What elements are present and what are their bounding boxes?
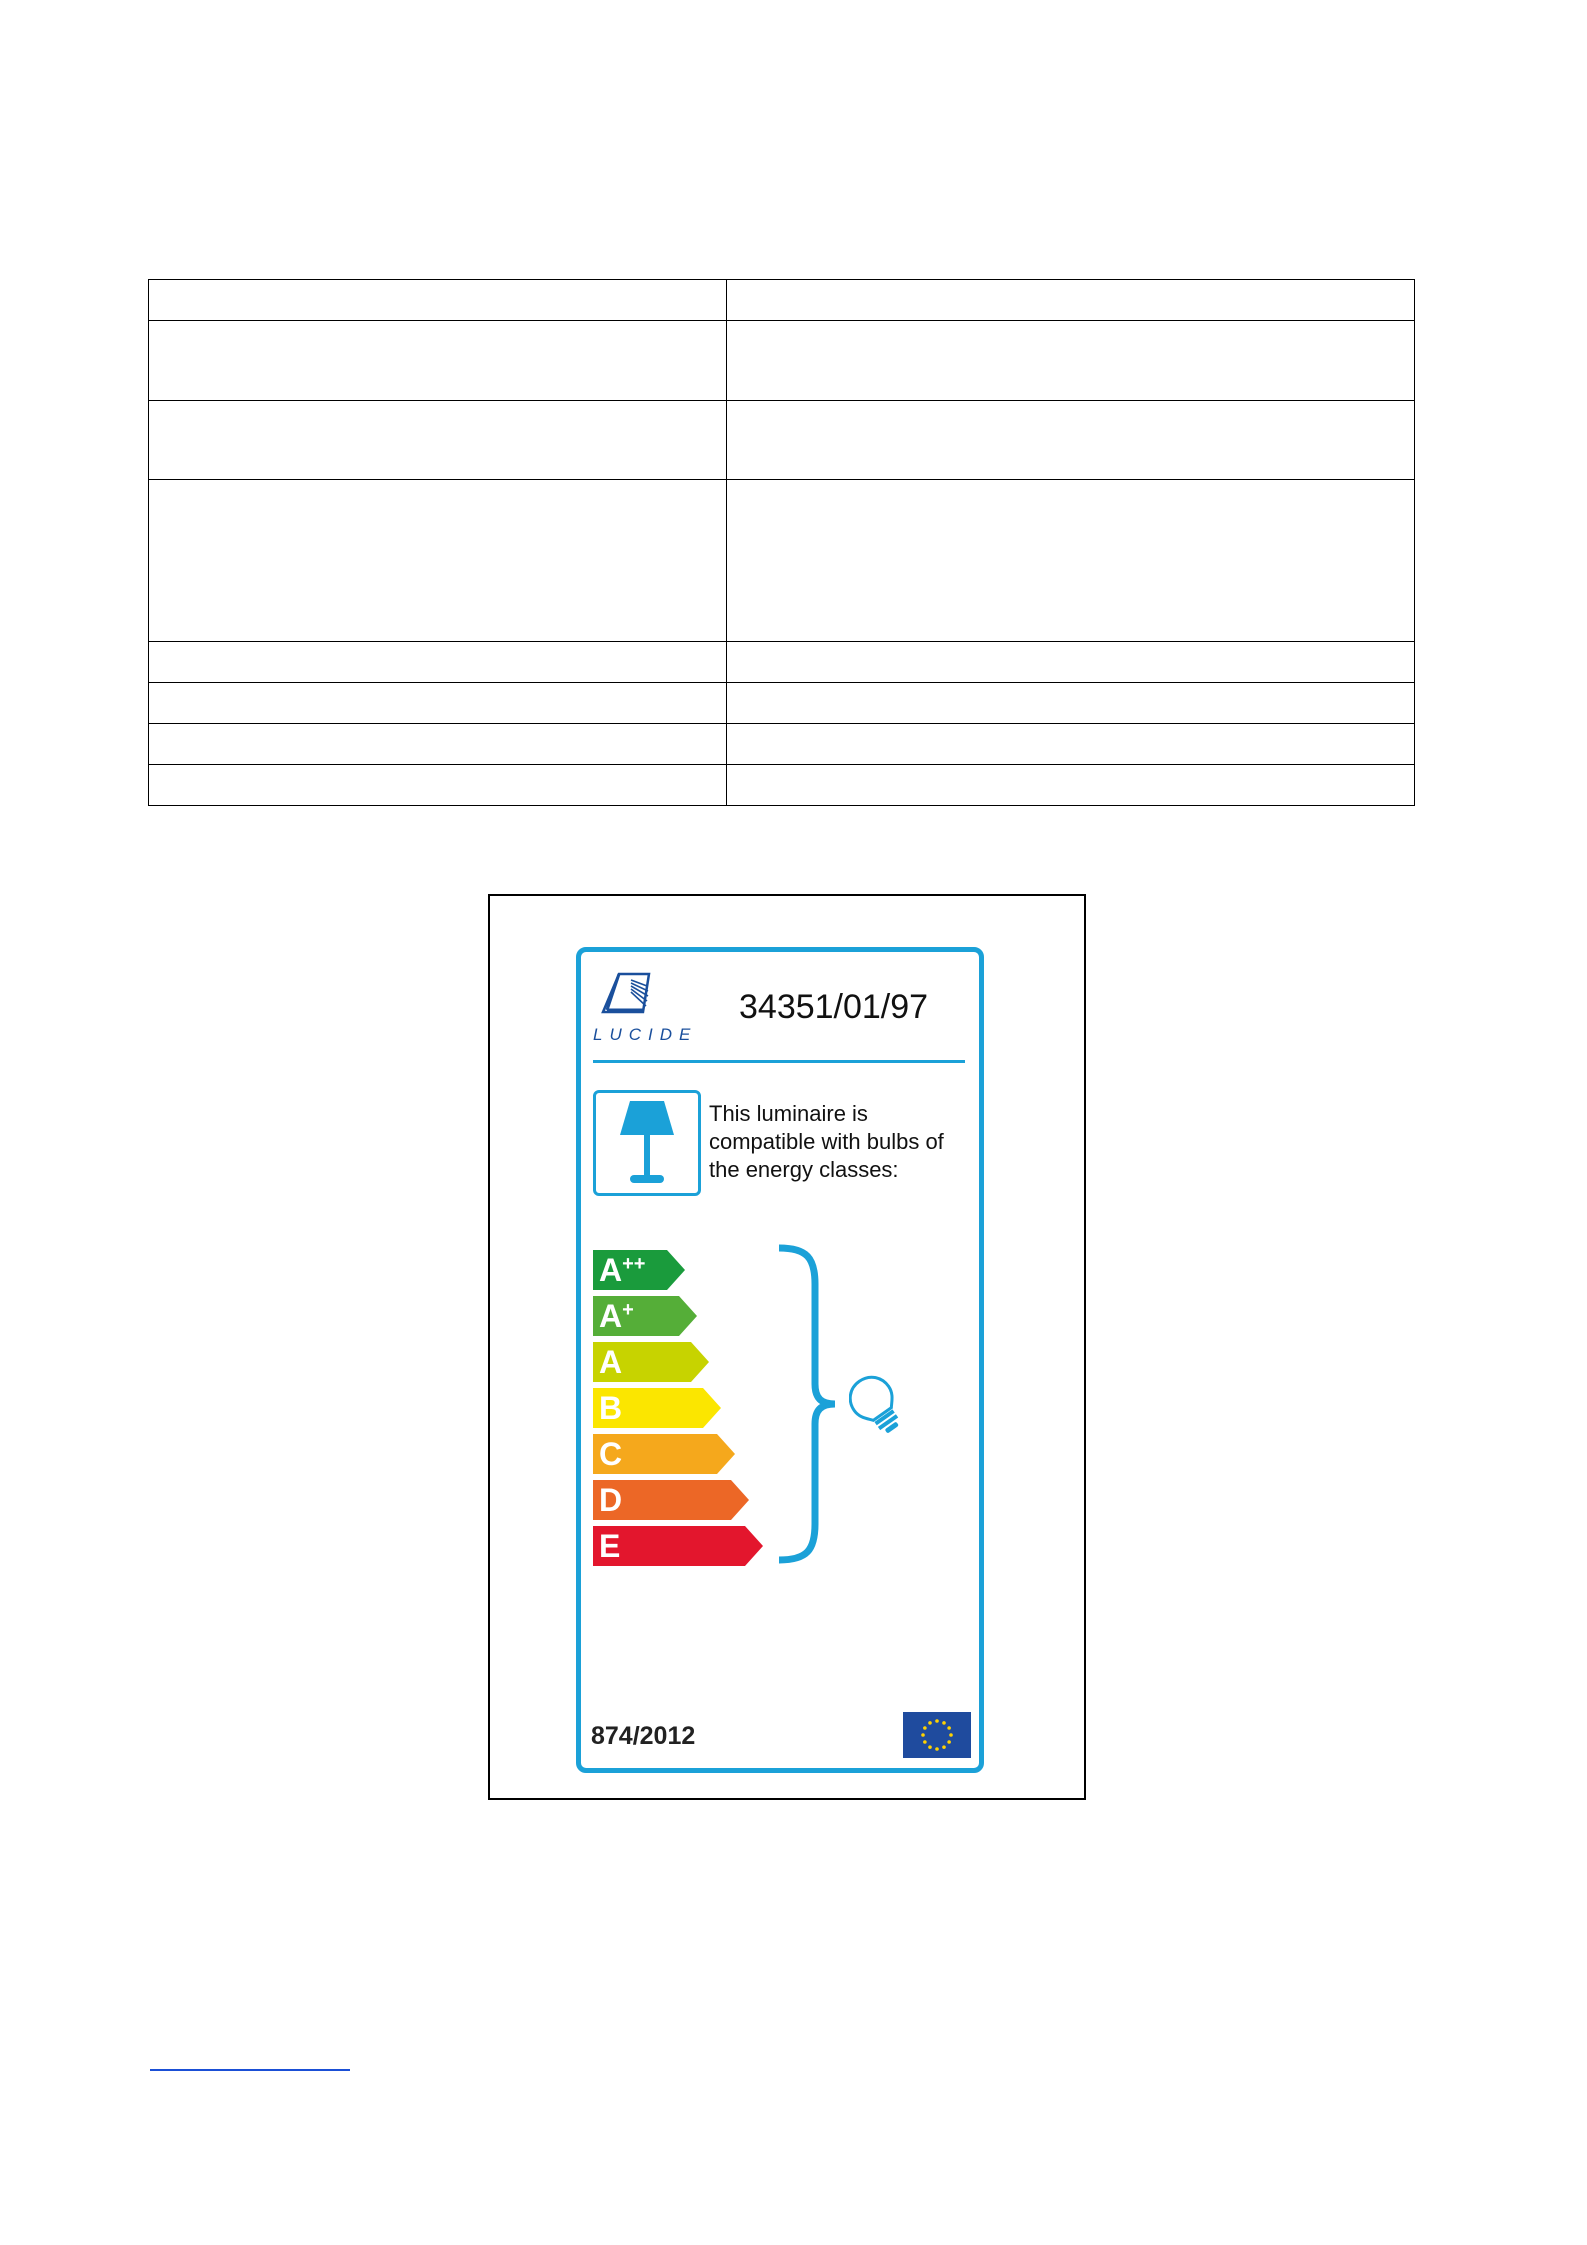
energy-class-label: D xyxy=(599,1482,623,1518)
table-lamp-icon xyxy=(596,1093,698,1193)
table-row xyxy=(149,401,1415,480)
table-row xyxy=(149,321,1415,401)
brand-wordmark: LUCIDE xyxy=(593,1025,698,1044)
eu-star xyxy=(947,1740,951,1744)
energy-label-card xyxy=(576,947,984,1773)
energy-class-label: A+ xyxy=(599,1298,634,1334)
energy-class-label: A++ xyxy=(599,1252,646,1288)
table-cell xyxy=(727,724,1415,765)
energy-class-label: C xyxy=(599,1436,623,1472)
table-cell xyxy=(727,683,1415,724)
table-row xyxy=(149,480,1415,642)
table-cell xyxy=(727,480,1415,642)
eu-star xyxy=(923,1740,927,1744)
eu-star xyxy=(923,1726,927,1730)
lamp-icon-box xyxy=(593,1090,701,1196)
eu-star xyxy=(935,1719,939,1723)
table-cell xyxy=(149,765,727,806)
eu-star xyxy=(942,1745,946,1749)
energy-class-label: B xyxy=(599,1390,623,1426)
eu-star xyxy=(928,1721,932,1725)
footnote-separator xyxy=(150,2069,350,2071)
eu-star xyxy=(935,1747,939,1751)
light-bulb-icon xyxy=(849,1372,903,1438)
table-cell xyxy=(727,401,1415,480)
curly-brace xyxy=(777,1244,837,1564)
eu-star xyxy=(949,1733,953,1737)
table-row xyxy=(149,724,1415,765)
energy-class-e xyxy=(593,1526,763,1566)
eu-flag-icon xyxy=(903,1712,971,1758)
energy-class-d xyxy=(593,1480,749,1520)
table-cell xyxy=(727,642,1415,683)
table-cell xyxy=(149,480,727,642)
table-cell xyxy=(149,642,727,683)
table-cell xyxy=(149,401,727,480)
table-cell xyxy=(727,765,1415,806)
table-cell xyxy=(727,321,1415,401)
energy-class-aplusplus xyxy=(593,1250,685,1290)
compatibility-text: This luminaire is compatible with bulbs of the energy classes: xyxy=(709,1101,944,1182)
energy-class-a xyxy=(593,1342,709,1382)
energy-class-aplus xyxy=(593,1296,697,1336)
eu-star xyxy=(921,1733,925,1737)
table-row xyxy=(149,683,1415,724)
table-row xyxy=(149,765,1415,806)
table-cell xyxy=(149,724,727,765)
regulation-number: 874/2012 xyxy=(591,1722,696,1750)
energy-class-b xyxy=(593,1388,721,1428)
table-cell xyxy=(149,321,727,401)
table-cell xyxy=(149,280,727,321)
eu-star xyxy=(928,1745,932,1749)
eu-star xyxy=(947,1726,951,1730)
table-cell xyxy=(149,683,727,724)
spec-table xyxy=(148,279,1415,806)
table-row xyxy=(149,642,1415,683)
energy-class-c xyxy=(593,1434,735,1474)
energy-class-label: A xyxy=(599,1344,623,1380)
lucide-logo xyxy=(591,968,701,1046)
eu-star xyxy=(942,1721,946,1725)
energy-class-label: E xyxy=(599,1528,621,1564)
table-cell xyxy=(727,280,1415,321)
table-row xyxy=(149,280,1415,321)
model-number: 34351/01/97 xyxy=(739,988,929,1026)
header-divider xyxy=(593,1060,965,1063)
